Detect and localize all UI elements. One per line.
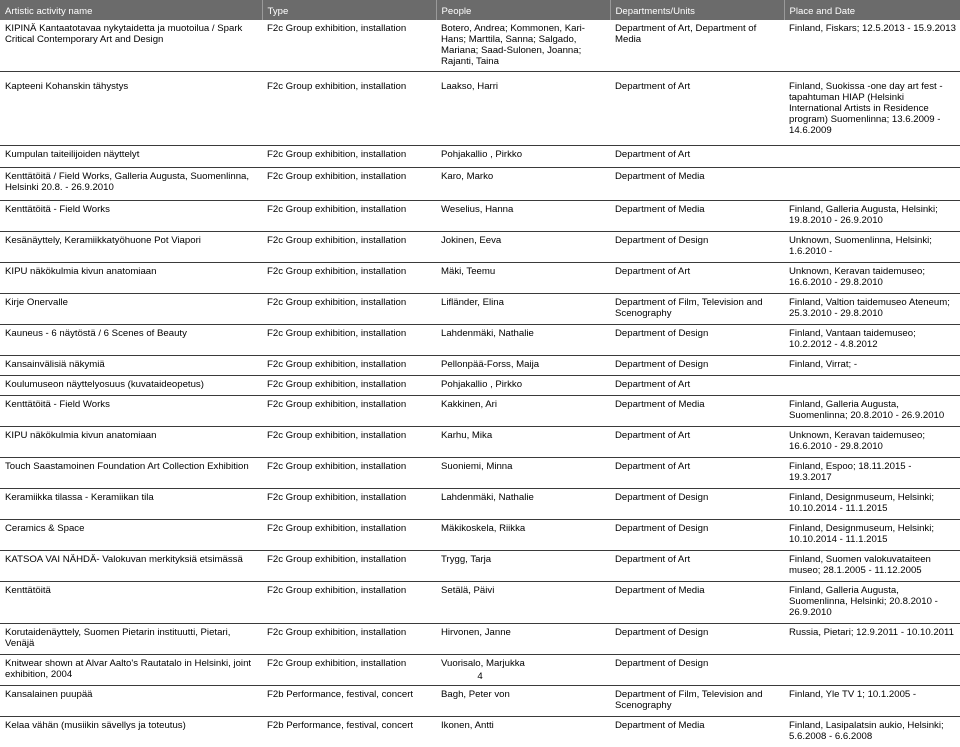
cell-place-date: Finland, Galleria Augusta, Helsinki; 19.8.2010 - 26.9.2010 — [784, 201, 960, 232]
cell-place-date: Finland, Lasipalatsin aukio, Helsinki; 5.6.2008 - 6.6.2008 — [784, 717, 960, 747]
cell-department: Department of Art — [610, 72, 784, 146]
cell-people: Weselius, Hanna — [436, 201, 610, 232]
table-row — [0, 624, 960, 655]
cell-place-date: Finland, Designmuseum, Helsinki; 10.10.2014 - 11.1.2015 — [784, 489, 960, 520]
table-row — [0, 686, 960, 717]
cell-people: Karhu, Mika — [436, 427, 610, 458]
cell-place-date: Finland, Virrat; - — [784, 356, 960, 376]
cell-department: Department of Art, Department of Media — [610, 20, 784, 72]
table-row — [0, 376, 960, 396]
cell-people: Suoniemi, Minna — [436, 458, 610, 489]
cell-activity-name: Kumpulan taiteilijoiden näyttelyt — [0, 146, 262, 168]
cell-type: F2c Group exhibition, installation — [262, 396, 436, 427]
table-row — [0, 72, 960, 146]
cell-activity-name: KIPINÄ Kantaatotavaa nykytaidetta ja muotoilua / Spark Critical Contemporary Art and Design — [0, 20, 262, 72]
table-row — [0, 294, 960, 325]
cell-people: Jokinen, Eeva — [436, 232, 610, 263]
cell-department: Department of Film, Television and Scenography — [610, 686, 784, 717]
cell-people: Setälä, Päivi — [436, 582, 610, 624]
cell-type: F2c Group exhibition, installation — [262, 294, 436, 325]
header-activity-name: Artistic activity name — [0, 0, 262, 20]
cell-people: Ikonen, Antti — [436, 717, 610, 747]
cell-place-date: Finland, Galleria Augusta, Suomenlinna; 20.8.2010 - 26.9.2010 — [784, 396, 960, 427]
table-row — [0, 520, 960, 551]
cell-people: Pellonpää-Forss, Maija — [436, 356, 610, 376]
cell-place-date: Finland, Espoo; 18.11.2015 - 19.3.2017 — [784, 458, 960, 489]
cell-place-date: Finland, Galleria Augusta, Suomenlinna, Helsinki; 20.8.2010 - 26.9.2010 — [784, 582, 960, 624]
table-row — [0, 232, 960, 263]
cell-activity-name: Ceramics & Space — [0, 520, 262, 551]
cell-type: F2c Group exhibition, installation — [262, 20, 436, 72]
header-type: Type — [262, 0, 436, 20]
cell-type: F2c Group exhibition, installation — [262, 325, 436, 356]
table-row — [0, 551, 960, 582]
cell-people: Trygg, Tarja — [436, 551, 610, 582]
cell-people: Botero, Andrea; Kommonen, Kari-Hans; Marttila, Sanna; Salgado, Mariana; Saad-Sulonen, Joanna; Rajanti, Taina — [436, 20, 610, 72]
cell-activity-name: Kansalainen puupää — [0, 686, 262, 717]
cell-department: Department of Design — [610, 520, 784, 551]
cell-people: Kakkinen, Ari — [436, 396, 610, 427]
cell-people: Lahdenmäki, Nathalie — [436, 325, 610, 356]
header-place-date: Place and Date — [784, 0, 960, 20]
cell-type: F2c Group exhibition, installation — [262, 582, 436, 624]
header-people: People — [436, 0, 610, 20]
table-row — [0, 146, 960, 168]
table-row — [0, 168, 960, 201]
cell-people: Lifländer, Elina — [436, 294, 610, 325]
table-row — [0, 201, 960, 232]
cell-people: Karo, Marko — [436, 168, 610, 201]
cell-place-date: Finland, Designmuseum, Helsinki; 10.10.2014 - 11.1.2015 — [784, 520, 960, 551]
cell-place-date: Unknown, Keravan taidemuseo; 16.6.2010 - 29.8.2010 — [784, 427, 960, 458]
cell-department: Department of Media — [610, 168, 784, 201]
page-number: 4 — [0, 671, 960, 682]
cell-type: F2c Group exhibition, installation — [262, 427, 436, 458]
cell-place-date: Finland, Valtion taidemuseo Ateneum; 25.3.2010 - 29.8.2010 — [784, 294, 960, 325]
cell-department: Department of Design — [610, 325, 784, 356]
cell-place-date: Finland, Yle TV 1; 10.1.2005 - — [784, 686, 960, 717]
cell-type: F2c Group exhibition, installation — [262, 376, 436, 396]
cell-activity-name: Kauneus - 6 näytöstä / 6 Scenes of Beauty — [0, 325, 262, 356]
table-row — [0, 489, 960, 520]
cell-activity-name: KIPU näkökulmia kivun anatomiaan — [0, 263, 262, 294]
cell-people: Pohjakallio , Pirkko — [436, 146, 610, 168]
cell-activity-name: Kenttätöitä - Field Works — [0, 201, 262, 232]
table-row — [0, 582, 960, 624]
table-body — [0, 20, 960, 747]
cell-activity-name: Keramiikka tilassa - Keramiikan tila — [0, 489, 262, 520]
cell-type: F2c Group exhibition, installation — [262, 168, 436, 201]
table-row — [0, 717, 960, 747]
table-row — [0, 263, 960, 294]
cell-activity-name: Kenttätöitä / Field Works, Galleria Augusta, Suomenlinna, Helsinki 20.8. - 26.9.2010 — [0, 168, 262, 201]
cell-department: Department of Art — [610, 458, 784, 489]
cell-department: Department of Film, Television and Scenography — [610, 294, 784, 325]
cell-activity-name: Knitwear shown at Alvar Aalto's Rautatalo in Helsinki, joint exhibition, 2004 — [0, 655, 262, 686]
table-header — [0, 0, 960, 20]
header-row — [0, 0, 960, 20]
cell-department: Department of Media — [610, 582, 784, 624]
table-row — [0, 20, 960, 72]
cell-people: Hirvonen, Janne — [436, 624, 610, 655]
cell-place-date — [784, 376, 960, 396]
cell-place-date: Finland, Suomen valokuvataiteen museo; 28.1.2005 - 11.12.2005 — [784, 551, 960, 582]
cell-type: F2b Performance, festival, concert — [262, 717, 436, 747]
cell-type: F2c Group exhibition, installation — [262, 551, 436, 582]
cell-activity-name: Kapteeni Kohanskin tähystys — [0, 72, 262, 146]
cell-department: Department of Design — [610, 489, 784, 520]
cell-people: Laakso, Harri — [436, 72, 610, 146]
cell-department: Department of Design — [610, 356, 784, 376]
table-row — [0, 427, 960, 458]
cell-type: F2c Group exhibition, installation — [262, 520, 436, 551]
cell-type: F2c Group exhibition, installation — [262, 356, 436, 376]
table-row — [0, 356, 960, 376]
cell-type: F2c Group exhibition, installation — [262, 458, 436, 489]
cell-place-date — [784, 168, 960, 201]
cell-department: Department of Art — [610, 376, 784, 396]
cell-department: Department of Art — [610, 551, 784, 582]
cell-type: F2c Group exhibition, installation — [262, 624, 436, 655]
cell-activity-name: Kenttätöitä — [0, 582, 262, 624]
cell-type: F2b Performance, festival, concert — [262, 686, 436, 717]
cell-type: F2c Group exhibition, installation — [262, 201, 436, 232]
cell-activity-name: KIPU näkökulmia kivun anatomiaan — [0, 427, 262, 458]
cell-people: Mäkikoskela, Riikka — [436, 520, 610, 551]
cell-activity-name: Kansainvälisiä näkymiä — [0, 356, 262, 376]
cell-department: Department of Design — [610, 232, 784, 263]
cell-activity-name: Touch Saastamoinen Foundation Art Collection Exhibition — [0, 458, 262, 489]
cell-place-date: Unknown, Keravan taidemuseo; 16.6.2010 - 29.8.2010 — [784, 263, 960, 294]
cell-people: Lahdenmäki, Nathalie — [436, 489, 610, 520]
cell-people: Bagh, Peter von — [436, 686, 610, 717]
cell-activity-name: Kelaa vähän (musiikin sävellys ja toteutus) — [0, 717, 262, 747]
cell-department: Department of Media — [610, 717, 784, 747]
cell-place-date: Finland, Fiskars; 12.5.2013 - 15.9.2013 — [784, 20, 960, 72]
cell-type: F2c Group exhibition, installation — [262, 489, 436, 520]
cell-department: Department of Media — [610, 396, 784, 427]
cell-type: F2c Group exhibition, installation — [262, 263, 436, 294]
cell-activity-name: Kenttätöitä - Field Works — [0, 396, 262, 427]
cell-department: Department of Design — [610, 624, 784, 655]
table-row — [0, 458, 960, 489]
cell-department: Department of Media — [610, 201, 784, 232]
cell-department: Department of Design — [610, 655, 784, 686]
cell-department: Department of Art — [610, 427, 784, 458]
cell-department: Department of Art — [610, 146, 784, 168]
cell-activity-name: KATSOA VAI NÄHDÄ- Valokuvan merkityksiä etsimässä — [0, 551, 262, 582]
cell-activity-name: Kirje Onervalle — [0, 294, 262, 325]
cell-people: Mäki, Teemu — [436, 263, 610, 294]
table-row — [0, 325, 960, 356]
header-departments: Departments/Units — [610, 0, 784, 20]
cell-activity-name: Koulumuseon näyttelyosuus (kuvataideopetus) — [0, 376, 262, 396]
cell-type: F2c Group exhibition, installation — [262, 232, 436, 263]
cell-type: F2c Group exhibition, installation — [262, 655, 436, 686]
cell-department: Department of Art — [610, 263, 784, 294]
cell-people: Vuorisalo, Marjukka — [436, 655, 610, 686]
cell-people: Pohjakallio , Pirkko — [436, 376, 610, 396]
cell-type: F2c Group exhibition, installation — [262, 146, 436, 168]
cell-place-date: Finland, Vantaan taidemuseo; 10.2.2012 - 4.8.2012 — [784, 325, 960, 356]
cell-activity-name: Kesänäyttely, Keramiikkatyöhuone Pot Viapori — [0, 232, 262, 263]
table-row — [0, 396, 960, 427]
cell-type: F2c Group exhibition, installation — [262, 72, 436, 146]
cell-place-date — [784, 146, 960, 168]
cell-place-date: Unknown, Suomenlinna, Helsinki; 1.6.2010 - — [784, 232, 960, 263]
cell-place-date: Finland, Suokissa -one day art fest - tapahtuman HIAP (Helsinki International Artists in Residence program) Suomenlinna; 13.6.2009 - 14.6.2009 — [784, 72, 960, 146]
cell-place-date: Russia, Pietari; 12.9.2011 - 10.10.2011 — [784, 624, 960, 655]
cell-activity-name: Korutaidenäyttely, Suomen Pietarin instituutti, Pietari, Venäjä — [0, 624, 262, 655]
